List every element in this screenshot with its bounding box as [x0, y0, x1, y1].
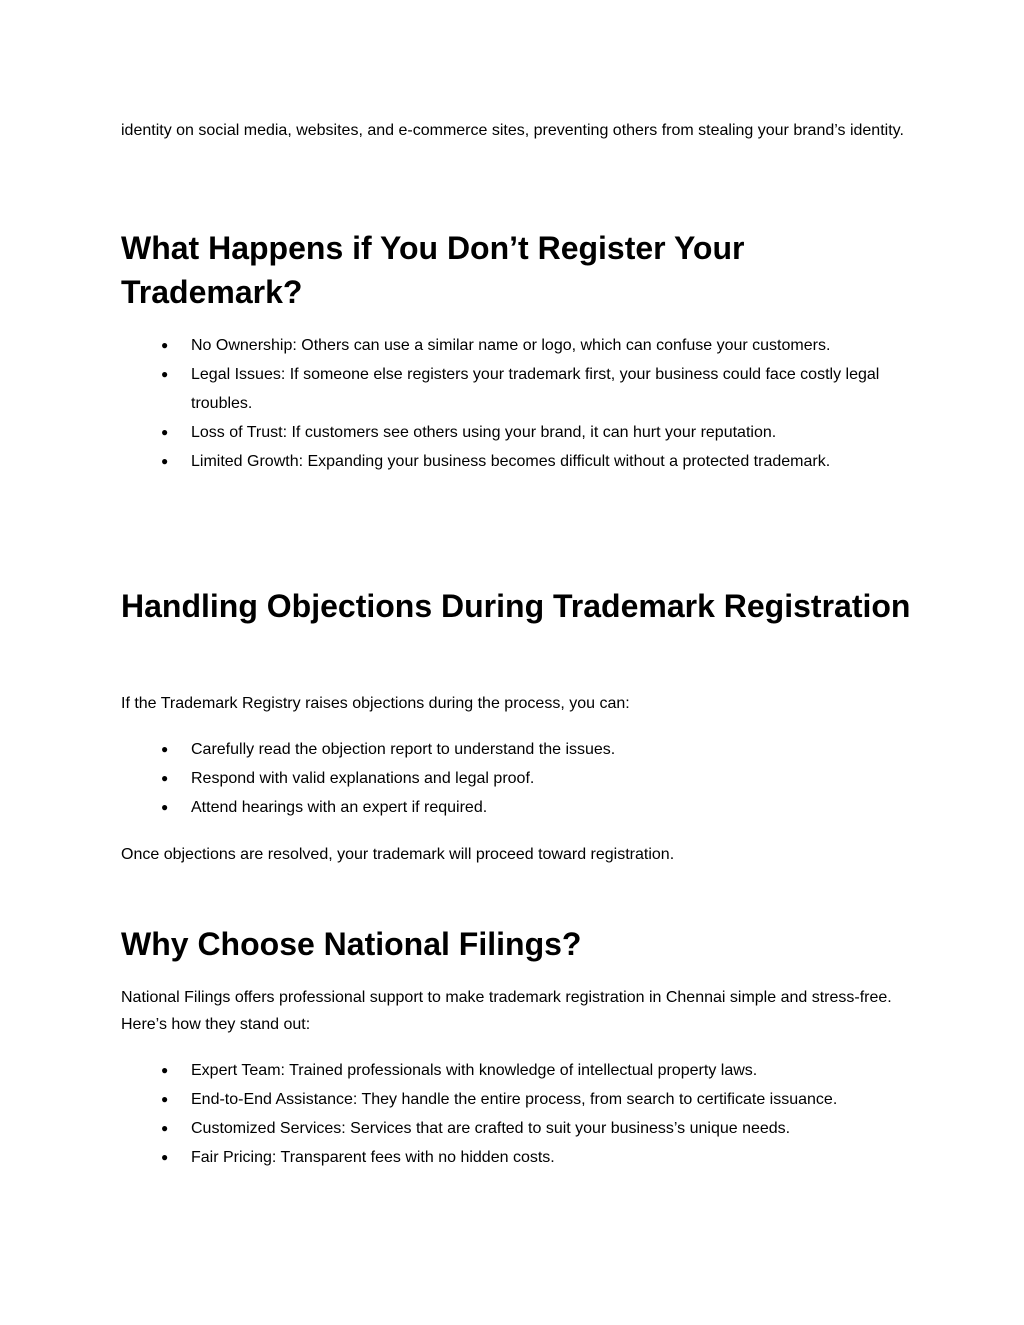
- objections-intro: If the Trademark Registry raises objections during the process, you can:: [121, 695, 630, 712]
- bullet-icon: ●: [161, 425, 169, 439]
- list-item: ● Limited Growth: Expanding your business becomes difficult without a protected trademark.: [121, 447, 921, 476]
- list-unregistered: [121, 331, 921, 476]
- bullet-icon: ●: [161, 1092, 169, 1106]
- intro-paragraph: identity on social media, websites, and e-commerce sites, preventing others from stealing your brand’s identity.: [121, 122, 904, 139]
- bullet-icon: ●: [161, 742, 169, 756]
- bullet-icon: ●: [161, 771, 169, 785]
- list-objections: [121, 735, 921, 822]
- list-item: ● End-to-End Assistance: They handle the entire process, from search to certificate issuance.: [121, 1085, 921, 1114]
- bullet-icon: ●: [161, 367, 169, 381]
- heading-objections: Handling Objections During Trademark Registration: [121, 588, 911, 624]
- list-item: ● Respond with valid explanations and legal proof.: [121, 764, 921, 793]
- heading-unregistered: What Happens if You Don’t Register Your Trademark?: [121, 230, 745, 310]
- bullet-icon: ●: [161, 800, 169, 814]
- heading-why-choose: Why Choose National Filings?: [121, 926, 582, 962]
- list-item: ● Expert Team: Trained professionals with knowledge of intellectual property laws.: [121, 1056, 921, 1085]
- list-item: ● Loss of Trust: If customers see others using your brand, it can hurt your reputation.: [121, 418, 921, 447]
- bullet-icon: ●: [161, 1063, 169, 1077]
- bullet-icon: ●: [161, 1150, 169, 1164]
- why-intro: National Filings offers professional support to make trademark registration in Chennai simple and stress-free. Here’s how they stand out:: [121, 989, 892, 1033]
- bullet-icon: ●: [161, 1121, 169, 1135]
- list-item: ● Legal Issues: If someone else registers your trademark first, your business could face costly legal troubles.: [121, 360, 921, 418]
- bullet-icon: ●: [161, 338, 169, 352]
- objections-outro: Once objections are resolved, your trademark will proceed toward registration.: [121, 846, 675, 863]
- list-item: ● No Ownership: Others can use a similar name or logo, which can confuse your customers.: [121, 331, 921, 360]
- list-item: ● Carefully read the objection report to understand the issues.: [121, 735, 921, 764]
- list-item: ● Customized Services: Services that are crafted to suit your business’s unique needs.: [121, 1114, 921, 1143]
- list-item: ● Fair Pricing: Transparent fees with no hidden costs.: [121, 1143, 921, 1172]
- list-why-choose: [121, 1056, 921, 1172]
- bullet-icon: ●: [161, 454, 169, 468]
- list-item: ● Attend hearings with an expert if required.: [121, 793, 921, 822]
